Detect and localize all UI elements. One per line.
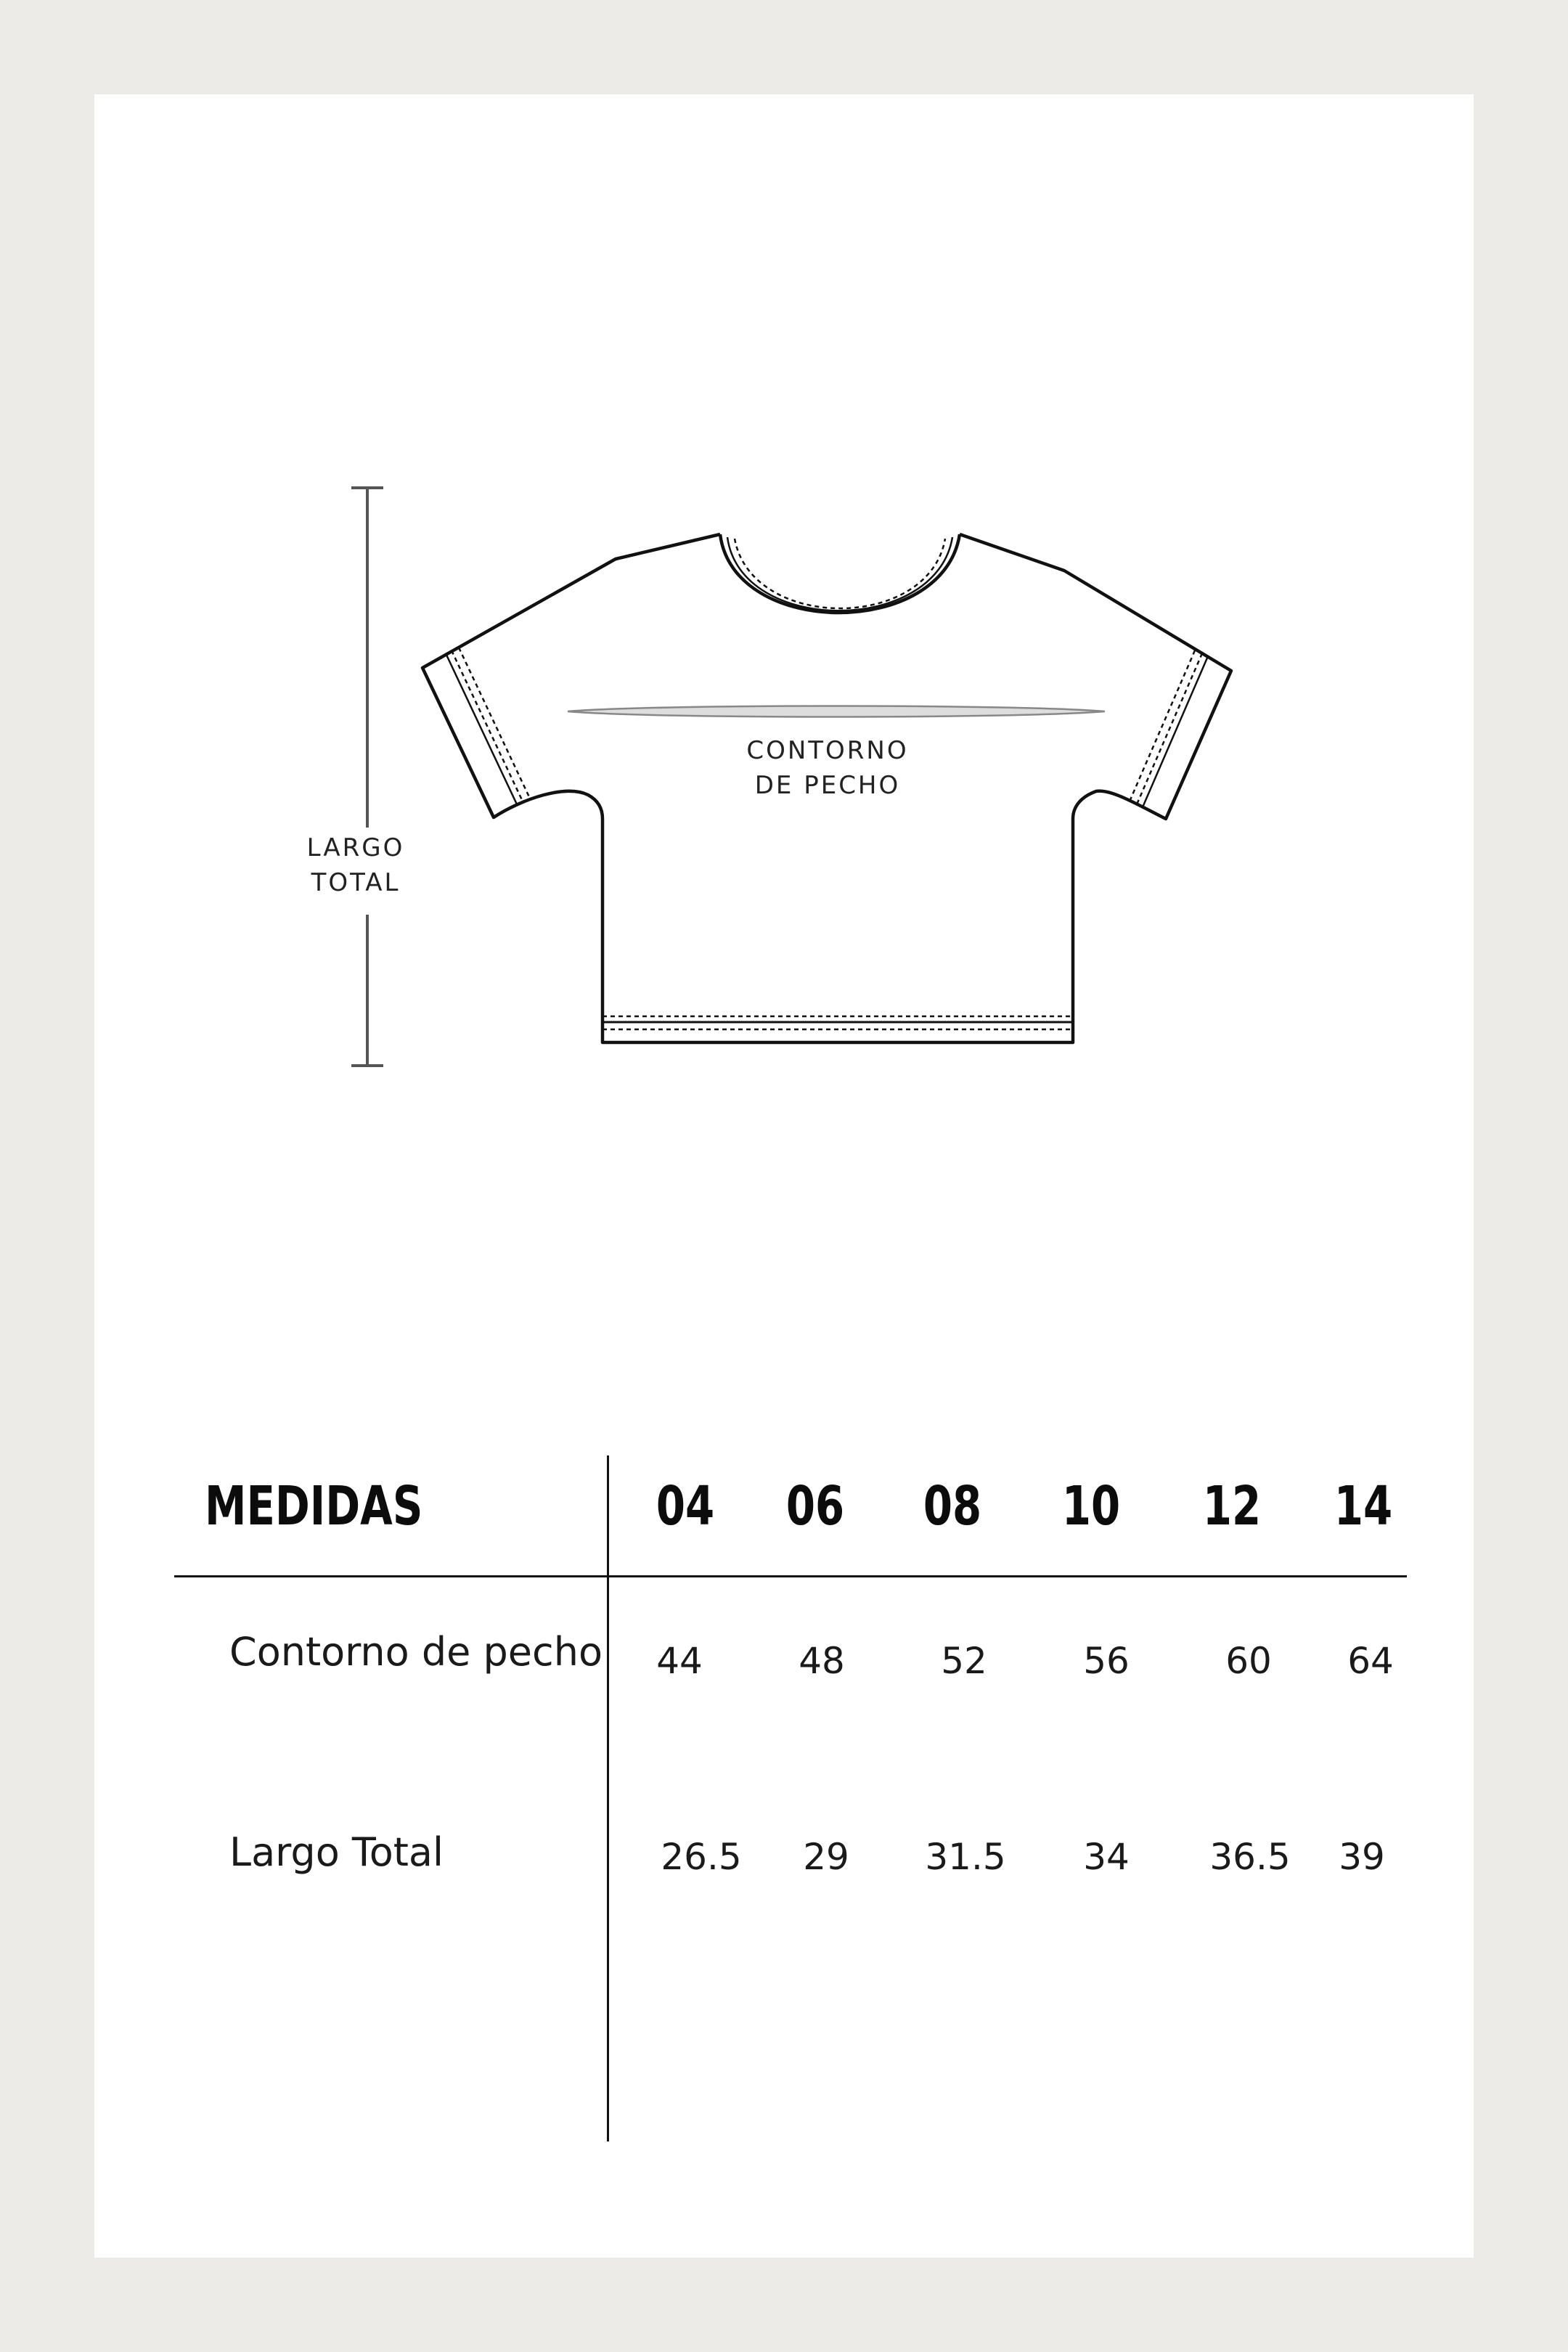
- table-cell: 26.5: [661, 1836, 742, 1878]
- table-cell: 34: [1083, 1836, 1130, 1878]
- table-cell: 31.5: [925, 1836, 1006, 1878]
- table-cell: 64: [1347, 1640, 1394, 1682]
- length-label-line1: LARGO: [306, 833, 405, 862]
- row-label-length: Largo Total: [229, 1829, 444, 1875]
- table-vertical-divider: [607, 1455, 609, 2141]
- table-cell: 56: [1083, 1640, 1130, 1682]
- table-cell: 36.5: [1209, 1836, 1291, 1878]
- size-header-12: 12: [1202, 1475, 1262, 1538]
- size-header-14: 14: [1334, 1475, 1393, 1538]
- table-header-divider: [174, 1575, 1407, 1577]
- chest-label-line2: DE PECHO: [754, 771, 901, 800]
- size-header-06: 06: [785, 1475, 845, 1538]
- table-cell: 39: [1339, 1836, 1385, 1878]
- table-header-label: MEDIDAS: [205, 1475, 423, 1538]
- size-header-08: 08: [923, 1475, 982, 1538]
- table-cell: 60: [1225, 1640, 1272, 1682]
- table-cell: 52: [941, 1640, 987, 1682]
- size-header-10: 10: [1061, 1475, 1121, 1538]
- table-cell: 44: [656, 1640, 703, 1682]
- table-cell: 48: [799, 1640, 845, 1682]
- row-label-chest: Contorno de pecho: [229, 1629, 603, 1675]
- length-label-line2: TOTAL: [311, 868, 401, 897]
- size-header-04: 04: [656, 1475, 715, 1538]
- table-cell: 29: [803, 1836, 849, 1878]
- chest-label-line1: CONTORNO: [746, 736, 909, 765]
